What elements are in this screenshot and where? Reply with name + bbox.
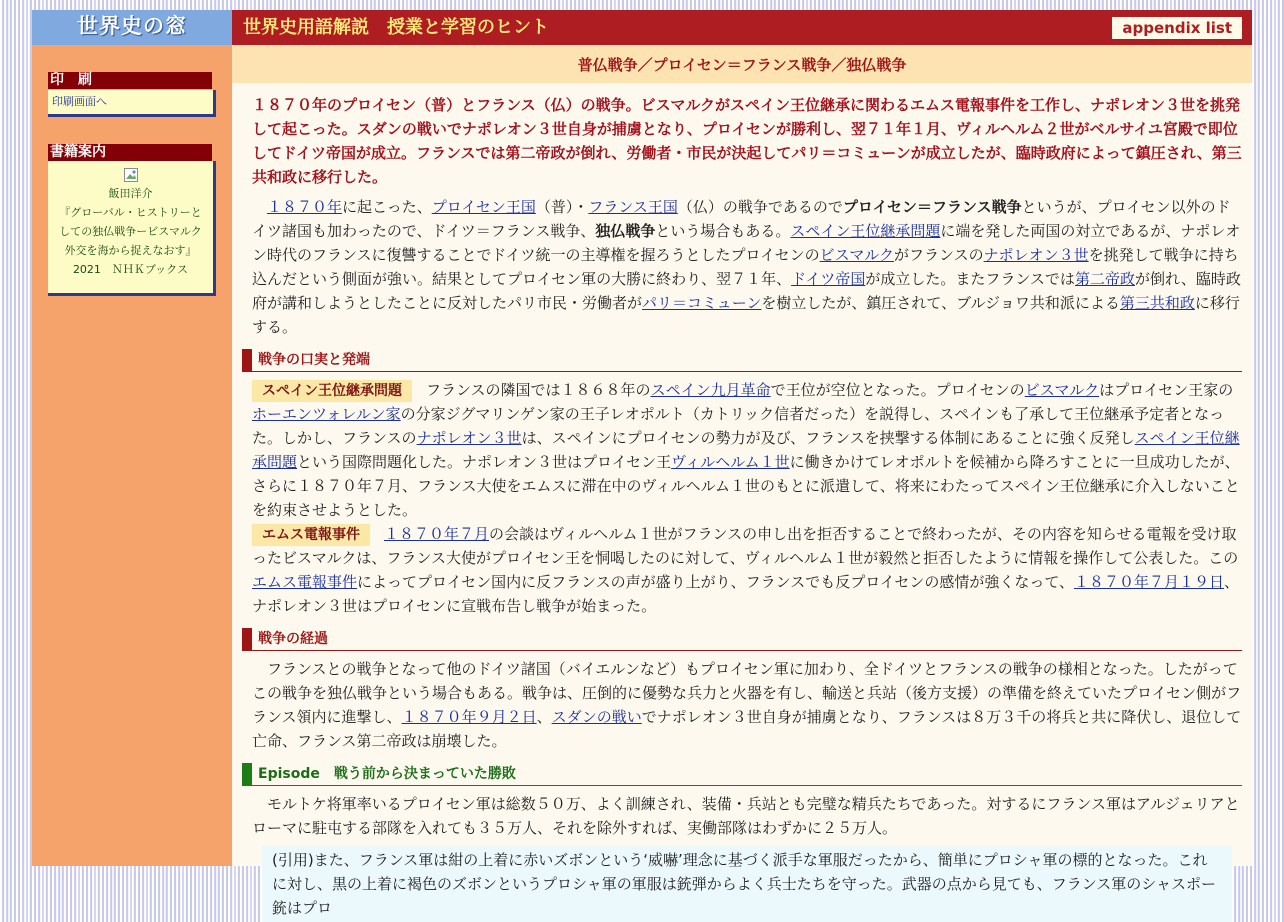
bold-term: 独仏戦争 xyxy=(595,222,656,240)
text: 、ナポレオン３世はプロイセンに宣戦布告し戦争が始まった。 xyxy=(252,573,1240,615)
bold-term: プロイセン＝フランス戦争 xyxy=(842,198,1022,216)
text: の会談はヴィルヘルム１世がフランスの申し出を拒否することで終わったが、その内容を知らせる電報を受け取ったビスマルクは、フランス大使がプロイセン王を恫喝したのに対して、ヴィルヘルム１世が毅然と拒否したように情報を操作して公表した。この xyxy=(252,525,1239,567)
book-box[interactable] xyxy=(48,161,216,296)
spain-succession-paragraph xyxy=(252,378,1242,522)
link-german-empire[interactable]: ドイツ帝国 xyxy=(791,270,866,288)
link-hohenzollern[interactable]: ホーエンツォレルン家 xyxy=(252,405,401,423)
text: フランスとの戦争となって他のドイツ諸国（バイエルンなど）もプロイセン軍に加わり、全ドイツとフランスの戦争の様相となった。したがってこの戦争を独仏戦争という場合もある。戦争は、圧倒的に優勢な兵力と火器を有し、輸送と兵站（後方支援）の準備を終えていたプロイセン側がフランス領内に進撃し、 xyxy=(252,660,1242,726)
link-napoleon3[interactable]: ナポレオン３世 xyxy=(416,429,522,447)
text: という国際問題化した。ナポレオン３世はプロイセン王 xyxy=(297,453,672,471)
text: 、 xyxy=(536,708,552,726)
link-napoleon3[interactable]: ナポレオン３世 xyxy=(983,246,1089,264)
text: に起こった、 xyxy=(342,198,432,216)
section-heading-course: 戦争の経過 xyxy=(242,628,1242,651)
text: というが、プロイセン以外のドイツ諸国も加わったので、ドイツ＝フランス戦争、 xyxy=(252,198,1231,240)
text: の分家ジグマリンゲン家の王子レオポルト（カトリック信者だった）を説得し、スペインも了承して王位継承予定者となった。しかし、フランスの xyxy=(252,405,1225,447)
book-title-line-1: 『グローバル・ヒストリーと xyxy=(59,206,202,219)
print-box xyxy=(48,90,216,117)
text: という場合もある。 xyxy=(655,222,791,240)
link-ems-telegram[interactable]: エムス電報事件 xyxy=(252,573,358,591)
text: はプロイセン王家の xyxy=(1099,381,1234,399)
text: が成立した。またフランスでは xyxy=(865,270,1075,288)
book-publisher: 2021 ＮＨＫブックス xyxy=(72,263,189,276)
quote-block: (引用)また、フランス軍は紺の上着に赤いズボンという‘威嚇’理念に基づく派手な軍服だったから、簡単にプロシャ軍の標的となった。これに対し、黒の上着に褐色のズボンというプロシャ軍の軍服は銃弾からよく兵士たちを守った。武器の点から見ても、フランス軍のシャスポー銃はプロ xyxy=(262,846,1232,922)
page xyxy=(32,10,1252,917)
link-prussia[interactable]: プロイセン王国 xyxy=(431,198,536,216)
topic-tag: スペイン王位継承問題 xyxy=(252,380,412,402)
text: によってプロイセン国内に反フランスの声が盛り上がり、フランスでも反プロイセンの感情が強くなって、 xyxy=(357,573,1075,591)
header-title: 世界史用語解説 授業と学習のヒント xyxy=(243,17,549,38)
book-title-line-2: しての独仏戦争ービスマルク xyxy=(59,225,202,238)
text: フランスの隣国では１８６８年の xyxy=(426,381,651,399)
main-content xyxy=(232,45,1252,917)
book-heading: 書籍案内 xyxy=(48,144,212,161)
sidebar xyxy=(32,45,232,866)
text: に移行する。 xyxy=(252,294,1240,336)
link-spain-succession[interactable]: スペイン王位継承問題 xyxy=(252,429,1240,471)
link-bismarck[interactable]: ビスマルク xyxy=(1024,381,1100,399)
link-july-1870[interactable]: １８７０年７月 xyxy=(384,525,490,543)
text: （仏）の戦争であるので xyxy=(677,198,843,216)
article xyxy=(232,93,1252,922)
link-paris-commune[interactable]: パリ＝コミューン xyxy=(642,294,762,312)
link-third-republic[interactable]: 第三共和政 xyxy=(1119,294,1195,312)
header-bar xyxy=(232,10,1252,45)
book-info[interactable] xyxy=(48,161,213,283)
link-second-empire[interactable]: 第二帝政 xyxy=(1074,270,1135,288)
link-wilhelm1[interactable]: ヴィルヘルム１世 xyxy=(671,453,790,471)
text: が倒れ、臨時政府が講和しようとしたことに反対したパリ市民・労働者が xyxy=(252,270,1241,312)
text: でナポレオン３世自身が捕虜となり、フランスは８万３千の将兵と共に降伏し、退位して亡命、フランス第二帝政は崩壊した。 xyxy=(252,708,1242,750)
book-author: 飯田洋介 xyxy=(108,187,153,200)
link-france[interactable]: フランス王国 xyxy=(588,198,678,216)
site-logo[interactable]: 世界史の窓 xyxy=(32,10,232,45)
print-heading: 印 刷 xyxy=(48,72,212,89)
text: は、スペインにプロイセンの勢力が及び、フランスを挟撃する体制にあることに強く反発し xyxy=(521,429,1135,447)
section-heading-episode: Episode 戦う前から決まっていた勝敗 xyxy=(242,763,1242,786)
topic-tag: エムス電報事件 xyxy=(252,524,370,546)
appendix-list-button[interactable]: appendix list xyxy=(1112,17,1242,39)
page-title: 普仏戦争／プロイセン＝フランス戦争／独仏戦争 xyxy=(232,45,1252,83)
link-sep-2-1870[interactable]: １８７０年９月２日 xyxy=(401,708,537,726)
link-spanish-revolution[interactable]: スペイン九月革命 xyxy=(650,381,771,399)
section-heading-pretext: 戦争の口実と発端 xyxy=(242,349,1242,372)
course-paragraph xyxy=(252,657,1242,753)
text: に働きかけてレオポルトを候補から降ろすことに一旦成功したが、さらに１８７０年７月、フランス大使をエムスに滞在中のヴィルヘルム１世のもとに派遣して、将来にわたってスペイン王位継承に介入しないことを約束させようとした。 xyxy=(252,453,1240,519)
link-july-19-1870[interactable]: １８７０年７月１９日 xyxy=(1074,573,1225,591)
link-1870[interactable]: １８７０年 xyxy=(267,198,343,216)
broken-image-icon xyxy=(123,167,139,183)
ems-telegram-paragraph xyxy=(252,522,1242,618)
text: に端を発した両国の対立であるが、ナポレオン時代のフランスに復讐することでドイツ統一の主導権を握ろうとしたプロイセンの xyxy=(252,222,1241,264)
text: を挑発して戦争に持ち込んだという側面が強い。結果としてプロイセン軍の大勝に終わり、翌７１年、 xyxy=(252,246,1239,288)
print-link[interactable]: 印刷画面へ xyxy=(52,95,107,108)
summary: １８７０年のプロイセン（普）とフランス（仏）の戦争。ビスマルクがスペイン王位継承に関わるエムス電報事件を工作し、ナポレオン３世を挑発して起こった。スダンの戦いでナポレオン３世自身が捕虜となり、プロイセンが勝利し、翌７１年１月、ヴィルヘルム２世がベルサイユ宮殿で即位してドイツ帝国が成立。フランスでは第二帝政が倒れ、労働者・市民が決起してパリ＝コミューンが成立したが、臨時政府によって鎮圧され、第三共和政に移行した。 xyxy=(252,96,1242,186)
intro-paragraph xyxy=(252,195,1242,339)
text: を樹立したが、鎮圧されて、ブルジョワ共和派による xyxy=(761,294,1120,312)
text: で王位が空位となった。プロイセンの xyxy=(770,381,1025,399)
episode-paragraph: モルトケ将軍率いるプロイセン軍は総数５０万、よく訓練され、装備・兵站とも完璧な精兵たちであった。対するにフランス軍はアルジェリアとローマに駐屯する部隊を入れても３５万人、それを除外すれば、実働部隊はわずかに２５万人。 xyxy=(252,795,1240,837)
link-battle-of-sedan[interactable]: スダンの戦い xyxy=(551,708,642,726)
link-bismarck[interactable]: ビスマルク xyxy=(819,246,895,264)
text: （普）・ xyxy=(535,198,589,216)
book-title-line-3: 外交を海から捉えなおす』 xyxy=(64,244,197,257)
text: がフランスの xyxy=(894,246,984,264)
link-spain-succession[interactable]: スペイン王位継承問題 xyxy=(790,222,941,240)
